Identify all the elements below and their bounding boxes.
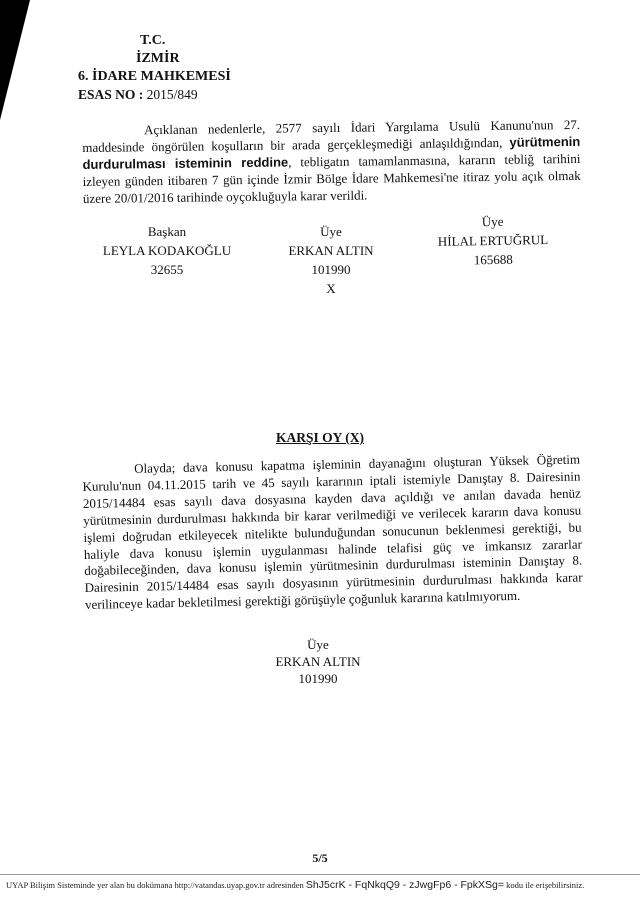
header-court-name: 6. İDARE MAHKEMESİ — [78, 69, 231, 84]
decision-paragraph — [82, 116, 581, 207]
decision-text-part2: , tebligatın tamamlanmasına, kararın tebliğ tarihini izleyen günden itibaren 7 gün içinde İzmir Bölge İdare Mahkemesi'ne itiraz yolu açık olmak üzere 20/01/2016 tarihinde oyçokluğuyla karar verildi. — [82, 150, 581, 206]
decision-text-part1: Açıklanan nedenlerle, 2577 sayılı İdari Yargılama Usulü Kanunu'nun 27. maddesinde öngörülen koşulların bir arada gerçekleşmediği anlaşıldığından, — [82, 116, 581, 155]
signature-member-1 — [256, 222, 406, 298]
signature-member-2 — [418, 211, 569, 271]
signature-role: Üye — [320, 224, 342, 239]
signature-role: Başkan — [147, 224, 187, 239]
case-number-value: 2015/849 — [143, 87, 198, 102]
court-header — [78, 32, 231, 104]
dissent-signer-name: ERKAN ALTIN — [275, 654, 361, 669]
dissent-signature — [258, 636, 378, 687]
case-number — [78, 86, 231, 104]
header-tc: T.C. — [140, 33, 166, 48]
header-city: İZMİR — [136, 51, 180, 66]
footer-text: UYAP Bilişim Sisteminde yer alan bu dokümana http://vatandas.uyap.gov.tr adresinden — [6, 880, 306, 890]
dissent-signer-number: 101990 — [298, 671, 338, 686]
signature-name: LEYLA KODAKOĞLU — [102, 243, 232, 258]
footer-access-code: ShJ5crK - FqNkqQ9 - zJwgFp6 - FpkXSg= — [305, 879, 504, 891]
dissent-signer-role: Üye — [307, 637, 329, 652]
case-number-label: ESAS NO : — [78, 87, 144, 102]
dissent-text: Olayda; dava konusu kapatma işleminin dayanağını oluşturan Yüksek Öğretim Kurulu'nun 04.11.2015 tarih ve 45 sayılı kararının iptali istemiyle Danıştay 8. Dairesinin 2015/14484 esas sayılı dava dosyasına kayden dava açıldığı ve anılan davada henüz yürütmesinin durdurulması hakkında bir karar verilmediği ve verilecek kararın dava konusu işlemi doğrudan etkileyecek nitelikte bulunduğundan sonucunun beklenmesi gerektiği, bu haliyle dava konusu işlemin uygulanması halinde telafisi güç ve imkansız zararlar doğabileceğinden, dava konusu işlemin yürütmesinin durdurulması isteminin Danıştay 8. Dairesinin 2015/14484 esas sayılı dosyasının yürütmesinin durdurulması hakkında karar verilinceye kadar bekletilmesi gerektiği görüşüyle çoğunluk kararına katılmıyorum. — [82, 451, 583, 613]
footer-suffix: kodu ile erişebilirsiniz. — [504, 880, 585, 890]
signature-name: ERKAN ALTIN — [288, 243, 374, 258]
dissent-mark: X — [326, 281, 336, 296]
signature-president — [92, 222, 242, 279]
signature-number: 32655 — [150, 262, 184, 277]
decision-text-bold: yürütmenin durdurulması isteminin reddine — [82, 133, 581, 172]
signature-number: 165688 — [473, 251, 513, 268]
signature-number: 101990 — [311, 262, 351, 277]
signature-role: Üye — [481, 213, 504, 230]
signature-name: HİLAL ERTUĞRUL — [437, 232, 549, 249]
footer-verification — [6, 879, 626, 891]
page-number: 5/5 — [312, 851, 328, 865]
dissent-title: KARŞI OY (X) — [275, 430, 364, 445]
footer-divider — [0, 874, 640, 875]
dissent-paragraph — [82, 452, 583, 615]
scan-corner-shadow — [0, 0, 30, 120]
